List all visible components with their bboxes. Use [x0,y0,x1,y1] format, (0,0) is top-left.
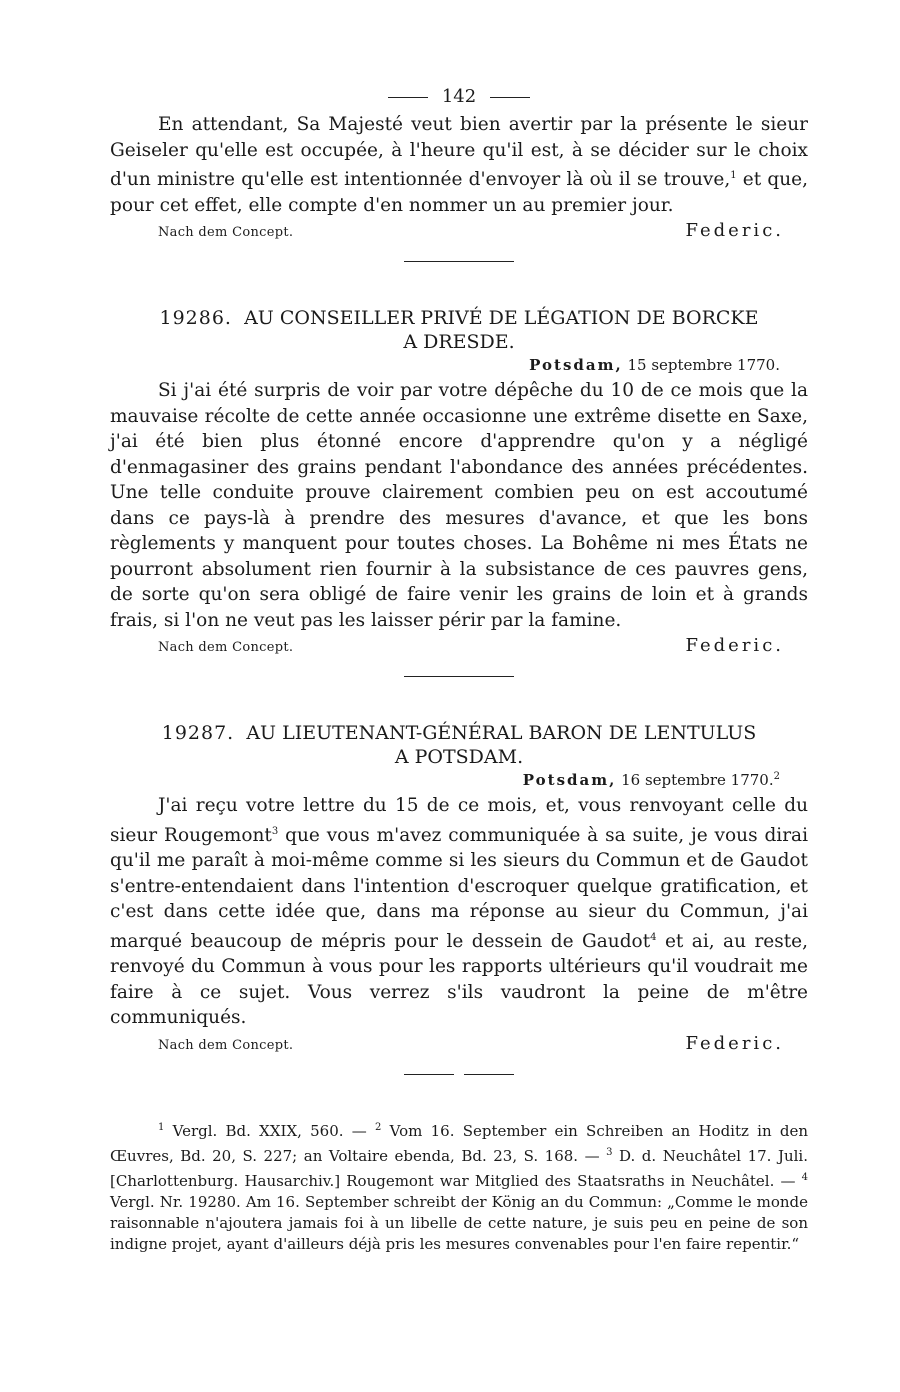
letter-19286-date: 15 septembre 1770. [622,356,780,375]
intro-signature: Federic. [685,220,784,242]
intro-text: En attendant, Sa Majesté veut bien avertir par la présente le sieur Geiseler qu'elle est occupée, à l'heure qu'il est, à se décider sur le choix d'un ministre qu'elle est intentionnée d'envoyer là où il se trouve, [110,114,808,191]
letter-19286-heading [110,306,808,354]
letter-19286-body: Si j'ai été surpris de voir par votre dépêche du 10 de ce mois que la mauvaise récolte de cette année occasionne une extrême disette en Saxe, j'ai été bien plus étonné encore d'apprendre qu'on y a négligé d'enmagasiner des grains pendant l'abondance des années précédentes. Une telle conduite prouve clairement combien peu on est accoutumé dans ce pays-là à prendre des mesures d'avance, et que les bons règlements y manquent pour toutes choses. La Bohême ni mes États ne pourront absolument rien fournir à la subsistance de ces pauvres gens, de sorte qu'on sera obligé de faire venir les grains de loin et à grands frais, si l'on ne veut pas les laisser périr par la famine. [110,380,808,631]
footnote-1-text: Vergl. Bd. XXIX, 560. — [164,1121,376,1140]
letter-19287-number: 19287. [161,722,235,745]
footnote-3-marker: 3 [606,1146,613,1158]
letter-19287-heading [110,721,808,769]
letter-19287-body-3: et ai, au reste, renvoyé du Commun à vous pour les rapports ultérieurs qu'il voudrait me faire à ce sujet. Vous verrez s'ils vaudront la peine de m'être communiqués. [110,930,808,1029]
intro-paragraph [110,112,808,218]
letter-19287-signature: Federic. [685,1032,784,1054]
footnotes [110,1117,808,1255]
letter-19286-addressee: AU CONSEILLER PRIVÉ DE LÉGATION DE BORCKE [244,307,759,330]
document-page [110,82,808,1255]
end-divider [404,1074,514,1075]
letter-19286-place: Potsdam, [529,356,623,375]
footnote-2-text: Vom 16. September ein Schreiben an Hoditz in den Œuvres, Bd. 20, S. 227; an Voltaire ebenda, Bd. 23, S. 168. — [110,1121,808,1165]
letter-19287-body-2: que vous m'avez communiquée à sa suite, je vous dirai qu'il me paraît à moi-même comme si les sieurs du Commun et de Gaudot s'entre-entendaient dans l'intention d'escroquer quelque gratification, et c'est dans cette idée que, dans ma réponse au sieur du Commun, j'ai marqué beaucoup de mépris pour le dessein de Gaudot [110,824,809,952]
footnote-ref-3: 3 [271,825,279,837]
letter-19287-body-1: J'ai reçu votre lettre du 15 de ce mois, et, vous renvoyant celle du sieur Rougemont [110,795,808,846]
footnote-4-marker: 4 [801,1171,808,1183]
letter-19287-dateline [110,771,808,789]
header-dash-left [388,97,428,98]
letter-19286-signature: Federic. [685,635,784,657]
page-number: 142 [441,86,477,107]
section-divider [404,261,514,262]
footnote-2-marker: 2 [375,1121,382,1133]
letter-19286-signature-row [110,635,808,656]
footnote-ref-4: 4 [650,931,657,943]
page-header [110,82,808,112]
footnote-3-text: D. d. Neuchâtel 17. Juli. [Charlottenburg. Hausarchiv.] Rougemont war Mitglied des Staatsraths in Neuchâtel. — [110,1146,808,1190]
letter-19286-source: Nach dem Concept. [158,640,294,656]
intro-text-end: et que, pour cet effet, elle compte d'en nommer un au premier jour. [110,169,808,216]
footnote-1-marker: 1 [158,1121,165,1133]
footnote-ref-1: 1 [730,170,737,181]
footnote-ref-2: 2 [773,771,780,783]
letter-19287-date: 16 septembre 1770. [616,771,774,790]
letter-19287-addressee: AU LIEUTENANT-GÉNÉRAL BARON DE LENTULUS [246,722,757,745]
letter-19286-place-line: A DRESDE. [403,331,515,354]
letter-19286-dateline [110,356,808,374]
header-dash-right [490,97,530,98]
footnote-4-text: Vergl. Nr. 19280. Am 16. September schreibt der König an du Commun: „Comme le monde raisonnable n'ajoutera jamais foi à un libelle de cette nature, je suis peu en peine de son indigne projet, ayant d'ailleurs déjà pris les mesures convenables pour l'en faire repentir.“ [110,1192,808,1253]
letter-19287-place: Potsdam, [522,771,617,790]
letter-19287-source: Nach dem Concept. [158,1037,294,1053]
letter-19287-body [110,793,808,1031]
intro-source: Nach dem Concept. [158,225,294,241]
letter-19287-place-line: A POTSDAM. [394,746,524,769]
intro-signature-row [110,220,808,241]
letter-19286-number: 19286. [159,307,232,330]
letter-19287-signature-row [110,1033,808,1054]
section-divider [404,676,514,677]
